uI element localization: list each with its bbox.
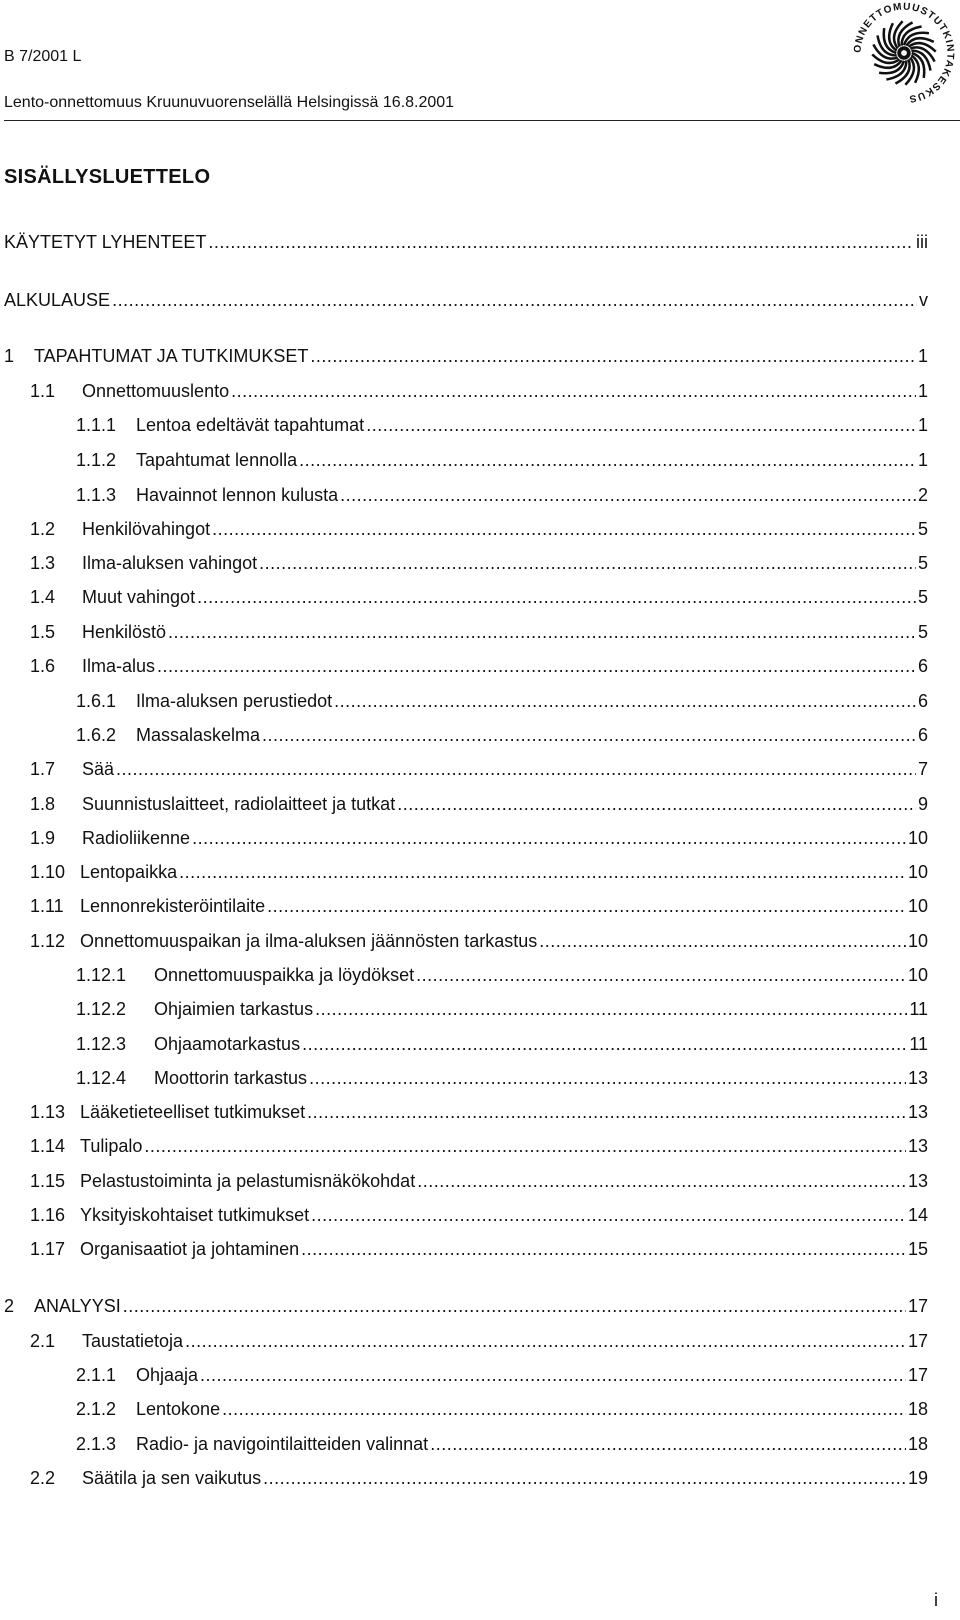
toc-entry-page: v (919, 290, 928, 310)
toc-dot-leader (340, 485, 916, 506)
toc-entry[interactable] (76, 1399, 928, 1420)
toc-dot-leader (539, 931, 906, 952)
toc-entry-number: 1.12.4 (76, 1068, 127, 1088)
toc-entry-page: 5 (917, 553, 928, 573)
toc-entry-page: 5 (917, 587, 928, 607)
toc-entry-page: 10 (907, 931, 928, 951)
toc-entry[interactable] (76, 691, 928, 712)
toc-dot-leader (208, 232, 914, 253)
toc-dot-leader (315, 999, 907, 1020)
toc-dot-leader (123, 1296, 906, 1317)
toc-entry[interactable] (30, 381, 928, 402)
toc-dot-leader (179, 862, 906, 883)
toc-entry[interactable] (76, 450, 928, 471)
toc-entry-label: Lentoa edeltävät tapahtumat (136, 415, 365, 435)
report-id: B 7/2001 L (4, 48, 82, 65)
toc-entry-page: 13 (907, 1068, 928, 1088)
toc-entry-number: 1.4 (30, 587, 56, 607)
toc-entry[interactable] (30, 622, 928, 643)
toc-entry-page: 13 (907, 1171, 928, 1191)
toc-entry-label: Lentokone (136, 1399, 221, 1419)
toc-dot-leader (397, 794, 916, 815)
toc-entry[interactable] (30, 759, 928, 780)
toc-entry-label: Radioliikenne (82, 828, 191, 848)
toc-entry[interactable] (76, 415, 928, 436)
toc-dot-leader (231, 381, 916, 402)
toc-entry-number: 1.6 (30, 656, 56, 676)
toc-entry-page: 13 (907, 1102, 928, 1122)
toc-entry[interactable] (30, 553, 928, 574)
toc-entry-page: 1 (917, 415, 928, 435)
toc-entry-number: 1.5 (30, 622, 56, 642)
toc-entry-number: 1.12.1 (76, 965, 127, 985)
toc-entry-page: 17 (907, 1365, 928, 1385)
toc-entry-label: Pelastustoiminta ja pelastumisnäkökohdat (80, 1171, 416, 1191)
toc-entry-page: 10 (907, 862, 928, 882)
toc-entry-number: 1.2 (30, 519, 56, 539)
toc-entry-number: 1.10 (30, 862, 66, 882)
toc-entry[interactable] (76, 1034, 928, 1055)
toc-entry[interactable] (30, 1205, 928, 1226)
toc-dot-leader (116, 759, 916, 780)
toc-dot-leader (157, 656, 916, 677)
toc-entry[interactable] (4, 290, 928, 311)
toc-dot-leader (200, 1365, 906, 1386)
toc-entry-number: 1.3 (30, 553, 56, 573)
svg-text:ONNETTOMUUSTUTKINTAKESKUS: ONNETTOMUUSTUTKINTAKESKUS (852, 1, 956, 105)
toc-entry-number: 1.15 (30, 1171, 66, 1191)
toc-entry-page: 11 (909, 1034, 928, 1054)
toc-entry-label: ALKULAUSE (4, 290, 111, 310)
toc-entry-label: Muut vahingot (82, 587, 196, 607)
toc-entry-number: 2.1.1 (76, 1365, 117, 1385)
toc-entry-label: Onnettomuuspaikka ja löydökset (154, 965, 415, 985)
investigation-board-logo (850, 0, 958, 106)
toc-dot-leader (112, 290, 917, 311)
toc-entry-number: 2.1.2 (76, 1399, 117, 1419)
toc-entry[interactable] (30, 1331, 928, 1352)
report-title: Lento-onnettomuus Kruunuvuorenselällä Helsingissä 16.8.2001 (4, 94, 455, 111)
toc-dot-leader (212, 519, 916, 540)
toc-entry-page: 5 (917, 519, 928, 539)
toc-entry-label: Organisaatiot ja johtaminen (80, 1239, 300, 1259)
toc-dot-leader (144, 1136, 906, 1157)
toc-entry-label: Lääketieteelliset tutkimukset (80, 1102, 306, 1122)
toc-entry-page: 2 (917, 485, 928, 505)
toc-dot-leader (334, 691, 916, 712)
toc-entry-number: 1.8 (30, 794, 56, 814)
toc-entry-number: 1.1.2 (76, 450, 117, 470)
toc-entry-page: 19 (907, 1468, 928, 1488)
toc-entry[interactable] (76, 965, 928, 986)
toc-entry-number: 1.1.1 (76, 415, 117, 435)
toc-dot-leader (299, 450, 916, 471)
toc-entry-label: KÄYTETYT LYHENTEET (4, 232, 207, 252)
toc-entry-label: TAPAHTUMAT JA TUTKIMUKSET (34, 346, 309, 366)
toc-dot-leader (417, 1171, 906, 1192)
toc-dot-leader (197, 587, 916, 608)
toc-entry[interactable] (76, 999, 928, 1020)
toc-entry-label: Yksityiskohtaiset tutkimukset (80, 1205, 310, 1225)
toc-entry-label: Ohjaamotarkastus (154, 1034, 301, 1054)
toc-entry-number: 1.9 (30, 828, 56, 848)
toc-dot-leader (366, 415, 916, 436)
toc-entry-label: Lentopaikka (80, 862, 178, 882)
toc-dot-leader (267, 896, 906, 917)
toc-entry-label: Moottorin tarkastus (154, 1068, 308, 1088)
toc-entry-label: Henkilövahingot (82, 519, 211, 539)
toc-dot-leader (263, 1468, 906, 1489)
toc-entry[interactable] (76, 1434, 928, 1455)
toc-entry[interactable] (30, 794, 928, 815)
toc-entry-label: Taustatietoja (82, 1331, 184, 1351)
toc-entry-page: 1 (917, 346, 928, 366)
toc-dot-leader (310, 346, 916, 367)
toc-title: SISÄLLYSLUETTELO (4, 166, 211, 188)
toc-entry[interactable] (30, 519, 928, 540)
toc-entry-page: 15 (907, 1239, 928, 1259)
toc-entry-number: 1.11 (30, 896, 64, 916)
toc-entry-label: Ohjaaja (136, 1365, 199, 1385)
toc-entry-page: 18 (907, 1434, 928, 1454)
toc-entry-number: 1.7 (30, 759, 56, 779)
toc-entry-label: Onnettomuuspaikan ja ilma-aluksen jäännösten tarkastus (80, 931, 538, 951)
toc-entry-number: 1.12 (30, 931, 66, 951)
toc-entry-number: 1.1 (30, 381, 56, 401)
toc-entry-page: 14 (907, 1205, 928, 1225)
toc-entry[interactable] (4, 1296, 928, 1317)
toc-entry-page: 10 (907, 896, 928, 916)
toc-dot-leader (416, 965, 906, 986)
toc-entry-number: 1.14 (30, 1136, 66, 1156)
toc-entry[interactable] (30, 896, 928, 917)
toc-entry-number: 2 (4, 1296, 15, 1316)
toc-entry-label: Ohjaimien tarkastus (154, 999, 314, 1019)
toc-entry-label: Suunnistuslaitteet, radiolaitteet ja tutkat (82, 794, 396, 814)
toc-entry-label: Tapahtumat lennolla (136, 450, 298, 470)
toc-entry[interactable] (30, 862, 928, 883)
toc-entry-number: 2.2 (30, 1468, 56, 1488)
toc-entry-page: 6 (917, 656, 928, 676)
toc-entry-page: 1 (917, 450, 928, 470)
toc-entry[interactable] (76, 1068, 928, 1089)
toc-entry-number: 1.6.1 (76, 691, 117, 711)
toc-entry-page: iii (916, 232, 928, 252)
toc-entry[interactable] (30, 1239, 928, 1260)
toc-entry-page: 5 (917, 622, 928, 642)
toc-entry-label: Ilma-alus (82, 656, 156, 676)
toc-dot-leader (262, 725, 916, 746)
toc-entry[interactable] (76, 725, 928, 746)
toc-entry[interactable] (30, 931, 928, 952)
toc-entry-page: 18 (907, 1399, 928, 1419)
toc-entry-label: Sää (82, 759, 115, 779)
toc-entry[interactable] (30, 1468, 928, 1489)
toc-entry-label: Havainnot lennon kulusta (136, 485, 339, 505)
toc-entry-label: Lennonrekisteröintilaite (80, 896, 266, 916)
toc-entry-label: Onnettomuuslento (82, 381, 230, 401)
toc-entry-label: Radio- ja navigointilaitteiden valinnat (136, 1434, 429, 1454)
toc-entry[interactable] (30, 1136, 928, 1157)
toc-entry-number: 1 (4, 346, 15, 366)
toc-entry-page: 9 (917, 794, 928, 814)
toc-entry-label: ANALYYSI (34, 1296, 121, 1316)
toc-entry-label: Tulipalo (80, 1136, 143, 1156)
toc-entry[interactable] (76, 485, 928, 506)
toc-entry[interactable] (30, 1102, 928, 1123)
toc-dot-leader (307, 1102, 906, 1123)
toc-entry-page: 6 (917, 725, 928, 745)
toc-entry[interactable] (30, 656, 928, 677)
toc-dot-leader (430, 1434, 906, 1455)
toc-entry[interactable] (76, 1365, 928, 1386)
toc-entry-page: 7 (917, 759, 928, 779)
toc-dot-leader (309, 1068, 906, 1089)
toc-entry-label: Säätila ja sen vaikutus (82, 1468, 262, 1488)
toc-entry-number: 1.13 (30, 1102, 66, 1122)
toc-entry-label: Massalaskelma (136, 725, 261, 745)
toc-dot-leader (259, 553, 916, 574)
toc-dot-leader (185, 1331, 906, 1352)
toc-entry-page: 13 (907, 1136, 928, 1156)
toc-entry-number: 1.1.3 (76, 485, 117, 505)
toc-entry-number: 1.12.3 (76, 1034, 127, 1054)
toc-entry-label: Ilma-aluksen perustiedot (136, 691, 333, 711)
toc-entry-page: 11 (909, 999, 928, 1019)
toc-entry[interactable] (4, 232, 928, 253)
toc-entry-number: 2.1.3 (76, 1434, 117, 1454)
toc-entry-page: 17 (907, 1296, 928, 1316)
toc-dot-leader (192, 828, 906, 849)
toc-entry-number: 1.12.2 (76, 999, 127, 1019)
toc-entry[interactable] (30, 828, 928, 849)
toc-dot-leader (311, 1205, 906, 1226)
toc-entry[interactable] (4, 346, 928, 367)
header-rule (4, 120, 960, 121)
page-number: i (934, 1590, 938, 1610)
toc-entry-number: 1.16 (30, 1205, 66, 1225)
toc-dot-leader (222, 1399, 906, 1420)
toc-entry[interactable] (30, 1171, 928, 1192)
toc-entry-number: 1.17 (30, 1239, 66, 1259)
toc-entry-page: 17 (907, 1331, 928, 1351)
toc-entry-number: 1.6.2 (76, 725, 117, 745)
toc-entry-page: 10 (907, 965, 928, 985)
toc-entry-label: Ilma-aluksen vahingot (82, 553, 258, 573)
toc-entry-page: 1 (917, 381, 928, 401)
toc-entry-page: 6 (917, 691, 928, 711)
toc-dot-leader (302, 1034, 907, 1055)
toc-entry-number: 2.1 (30, 1331, 56, 1351)
toc-entry[interactable] (30, 587, 928, 608)
toc-dot-leader (168, 622, 916, 643)
toc-dot-leader (301, 1239, 906, 1260)
toc-entry-page: 10 (907, 828, 928, 848)
toc-entry-label: Henkilöstö (82, 622, 167, 642)
